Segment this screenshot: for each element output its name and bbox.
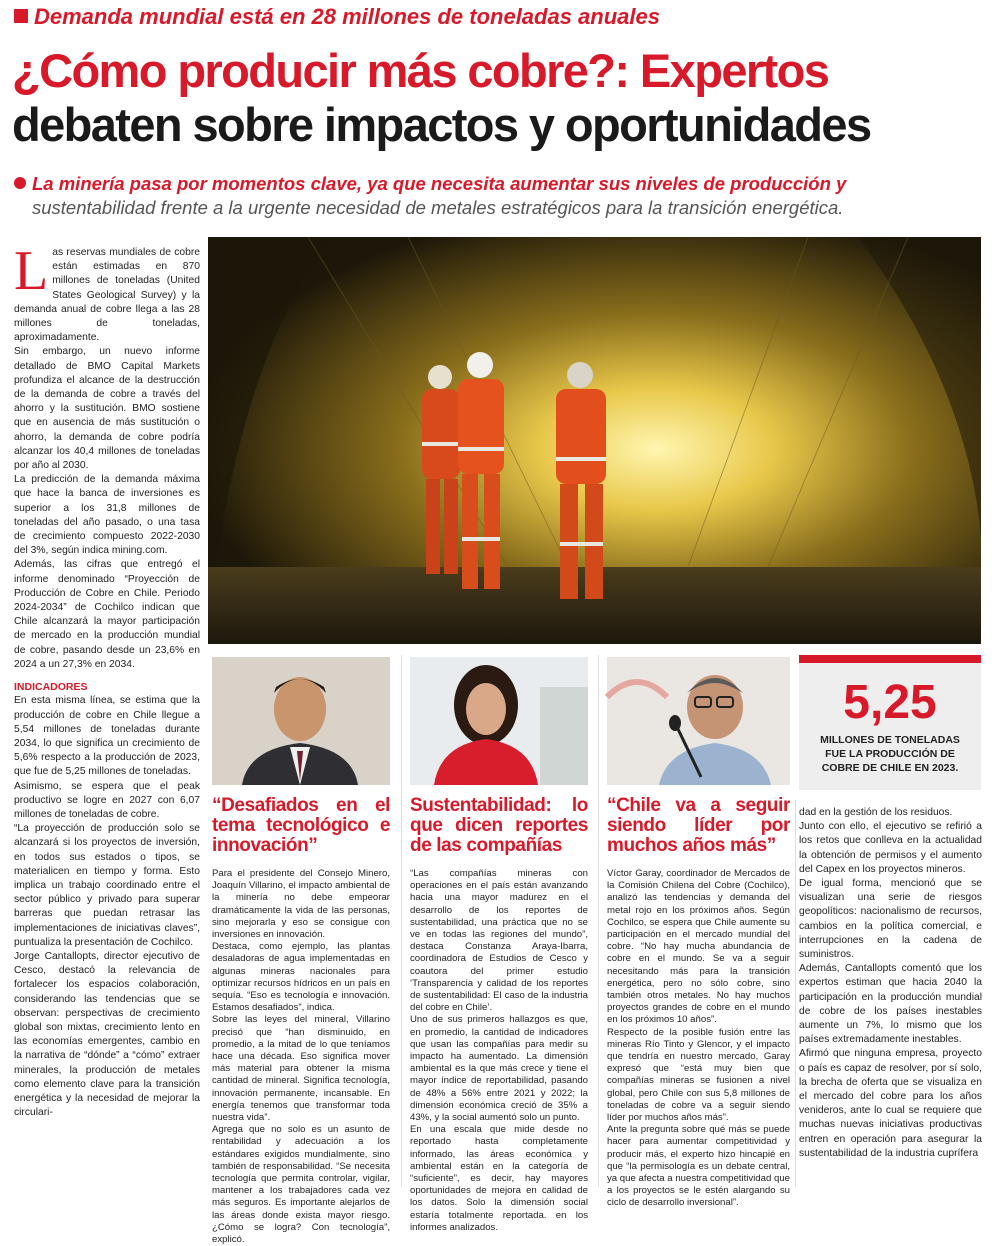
- quote3-paragraph: Respecto de la posible fusión entre las mineras Río Tinto y Glencor, y el impacto que tendría en nuestro mercado, Garay expresó que “está muy bien que compañías mineras se fusionen a nivel global, pero Chile con sus 5,8 millones de toneladas de cobre va a seguir siendo líder por muchos años más”.: [607, 1026, 790, 1124]
- quote3-paragraph: Víctor Garay, coordinador de Mercados de la Comisión Chilena del Cobre (Cochilco), analizó las tendencias y demanda del metal rojo en los próximos años. Según Cochilco, se espera que Chile aumente su participación en el mercado mundial del cobre. “No hay mucha abundancia de cobre en el mundo. Se va a seguir necesitando más para la transición energética, pero no sólo cobre, sino también otros metales. No hay muchos proyectos grandes de cobre en el mundo en los próximos 10 años”.: [607, 868, 790, 1026]
- stat-number: 5,25: [843, 676, 937, 729]
- quote1-paragraph: Sobre las leyes del mineral, Villarino precisó que “han disminuido, en promedio, a la mitad de lo que teníamos hace una década. Eso significa mover más material para obtener la misma cantidad de mineral. Significa tecnología, innovación permanente, incansable. En energía tenemos que transformar toda nuestra vida”.: [212, 1014, 390, 1124]
- column-divider: [598, 655, 599, 1187]
- portrait-woman-red: [410, 657, 588, 785]
- kicker: [14, 4, 974, 30]
- photo-joaquin-villarino: [212, 657, 390, 785]
- quote2-paragraph: “Las compañías mineras con operaciones en el país están avanzando hacia una mayor madurez en el desarrollo de los reportes de sustentabilidad, una práctica que no se ve en todas las regiones del mundo”, destaca Constanza Araya-Ibarra, coordinadora de Estudios de Cesco y coautora del primer estudio ‘Transparencia y calidad de los reportes de sustentabilidad: El caso de la industria del cobre en Chile’.: [410, 868, 588, 1014]
- column-divider: [401, 655, 402, 1187]
- portrait-man-suit: [212, 657, 390, 785]
- column-divider: [795, 800, 796, 1187]
- col1-paragraph: Jorge Cantallopts, director ejecutivo de Cesco, destacó la relevancia de fortalecer los espacios colaboración, considerando las tendencias que se observan: perspectivas de crecimiento global son mixtas, crecimiento lento en las economías emergentes, cambio en la narrativa de “dónde” a “cómo” extraer minerales, la producción de metales como elemento clave para la transición energética y la necesidad de mejorar la circulari-: [14, 950, 200, 1119]
- stat-caption: MILLONES DE TONELADAS FUE LA PRODUCCIÓN DE COBRE DE CHILE EN 2023.: [820, 734, 960, 774]
- col4-paragraph: dad en la gestión de los residuos.: [799, 807, 953, 818]
- col1-paragraph: La predicción de la demanda máxima que hace la banca de inversiones es superior a los 31,8 millones de toneladas del año pasado, o una tasa de crecimiento compuesto 2022-2030 del 3%, según indica mining.com.: [14, 474, 200, 557]
- portrait-man-glasses: [607, 657, 790, 785]
- column-1: [14, 240, 200, 1196]
- kicker-text: Demanda mundial está en 28 millones de toneladas anuales: [34, 4, 660, 29]
- column-4: [799, 806, 982, 1196]
- photo-victor-garay: [607, 657, 790, 785]
- subtitle: [14, 172, 989, 220]
- quote1-paragraph: Agrega que no solo es un asunto de rentabilidad y adecuación a los estándares exigidos mundialmente, sino también de responsabilidad. “Se necesita tecnología que permita controlar, vigilar, mantener a los trabajadores cada vez más seguros. Es importante alejarlos de las áreas donde exista mayor riesgo. ¿Cómo se logra? Con tecnología”, explicó.: [212, 1124, 390, 1246]
- quote-heading-2: Sustentabilidad: lo que dicen reportes de las compañías: [410, 795, 588, 856]
- quote-heading-3: “Chile va a seguir siendo líder por muchos años más”: [607, 795, 790, 856]
- quote2-paragraph: Uno de sus primeros hallazgos es que, en promedio, la cantidad de indicadores que usan las compañías para medir su impacto ha aumentado. La dimensión ambiental es la que más crece y tiene el mayor índice de reportabilidad, pasando de 48% a 56% entre 2021 y 2022; la dimensión económica creció de 35% a 43%, y la social aumentó solo un punto.: [410, 1014, 588, 1124]
- quote-column-1: [212, 786, 390, 1246]
- quote-column-2: [410, 786, 588, 1233]
- stat-box: [799, 655, 981, 790]
- col4-paragraph: Afirmó que ninguna empresa, proyecto o país es capaz de resolver, por sí solo, la brecha de oferta que se visualiza en el mercado del cobre para los años venideros, ante lo cual se requiere que muchas nuevas iniciativas productivas entren en operación para asegurar la sustentabilidad de la industria cuprífera: [799, 1048, 982, 1159]
- quote1-paragraph: Destaca, como ejemplo, las plantas desaladoras de agua implementadas en algunas mineras nacionales para optimizar recursos hídricos en un país en sequía. “Eso es tecnología e innovación. Estamos desafiados”, indica.: [212, 941, 390, 1014]
- col1-paragraph: “La proyección de producción solo se alcanzará si los proyectos de inversión, en todos sus estados o tipos, se materialicen en tiempo y forma. Esto implica un trabajo coordinado entre el sector público y privado para superar barreras que puedan retrasar las implementaciones de iniciativas claves”, puntualiza la presentación de Cochilco.: [14, 823, 200, 948]
- col1-paragraph: Sin embargo, un nuevo informe detallado de BMO Capital Markets profundiza el alcance de la destrucción de la demanda de cobre a través del ahorro y la sustitución. BMO sostiene que en ausencia de más sustitución o ahorro, la demanda de cobre podría alcanzar los 40,4 millones de toneladas por año al 2030.: [14, 346, 200, 472]
- photo-constanza-araya: [410, 657, 588, 785]
- subtitle-gray: sustentabilidad frente a la urgente necesidad de metales estratégicos para la transición energética.: [32, 197, 844, 218]
- headline-part-red: ¿Cómo producir más cobre?: Expertos: [12, 44, 829, 97]
- quote3-paragraph: Ante la pregunta sobre qué más se puede hacer para aumentar competitividad y producir más, el experto hizo hincapié en que “la permisología es un debate central, ya que afecta a nuestra competitividad que a los proyectos se le estén alargando su ciclo de desarrollo inversional”.: [607, 1124, 790, 1209]
- kicker-square-icon: [14, 9, 28, 23]
- col4-paragraph: De igual forma, mencionó que se visualizan una serie de riesgos geopolíticos: nacionalismo de recursos, cambios en la política comercial, e interrupciones en la cadena de suministros.: [799, 878, 982, 961]
- col4-paragraph: Junto con ello, el ejecutivo se refirió a los retos que conlleva en la actualidad la obtención de permisos y el aumento del Capex en los proyectos mineros.: [799, 821, 982, 875]
- col1-paragraph: Asimismo, se espera que el peak productivo se logre en 2027 con 6,07 millones de toneladas de cobre.: [14, 780, 200, 820]
- dropcap: L: [14, 240, 49, 302]
- headline-part-black: debaten sobre impactos y oportunidades: [12, 98, 871, 151]
- subtitle-red: La minería pasa por momentos clave, ya que necesita aumentar sus niveles de producción y: [32, 173, 847, 194]
- hero-photo-mine-tunnel: [208, 237, 981, 644]
- headline: [12, 44, 987, 152]
- quote1-paragraph: Para el presidente del Consejo Minero, Joaquín Villarino, el impacto ambiental de la minería no debe empeorar dramáticamente la vida de las personas, sino mejorarla y eso se consigue con inversiones en innovación.: [212, 868, 390, 941]
- subhead-indicadores: INDICADORES: [14, 681, 88, 694]
- quote-column-3: [607, 786, 790, 1209]
- quote-heading-1: “Desafiados en el tema tecnológico e innovación”: [212, 795, 390, 856]
- col1-paragraph: as reservas mundiales de cobre están estimadas en 870 millones de toneladas (United States Geological Survey) y la demanda anual de cobre llega a las 28 millones de toneladas, aproximadamente.: [14, 247, 200, 344]
- quote2-paragraph: En una escala que mide desde no reportado hasta completamente informado, las áreas económica y ambiental están en la categoría de “suficiente”, es decir, hay mayores oportunidades de mejora en calidad de los datos. Solo la dimensión social estaría totalmente reportada. en los informes analizados.: [410, 1124, 588, 1233]
- col1-paragraph: En esta misma línea, se estima que la producción de cobre en Chile llegue a 5,54 millones de toneladas durante 2034, lo que significa un crecimiento de 5,6% respecto a la producción de 2023, que fue de 5,25 millones de toneladas.: [14, 695, 200, 778]
- hero-photo-illustration: [208, 237, 981, 644]
- col1-paragraph: Además, las cifras que entregó el informe denominado “Proyección de Producción de Cobre en Chile. Periodo 2024-2034” de Cochilco indican que Chile alcanzará la mayor participación de mercado en la producción mundial de cobre, pasando desde un 23,6% en 2024 a un 27,3% en 2034.: [14, 559, 200, 670]
- bullet-dot-icon: [14, 177, 26, 189]
- col4-paragraph: Además, Cantallopts comentó que los expertos estiman que hacia 2040 la participación en la producción mundial de cobre de los países inestables aumente un 7%, lo mismo que los países extremadamente inestables.: [799, 963, 982, 1046]
